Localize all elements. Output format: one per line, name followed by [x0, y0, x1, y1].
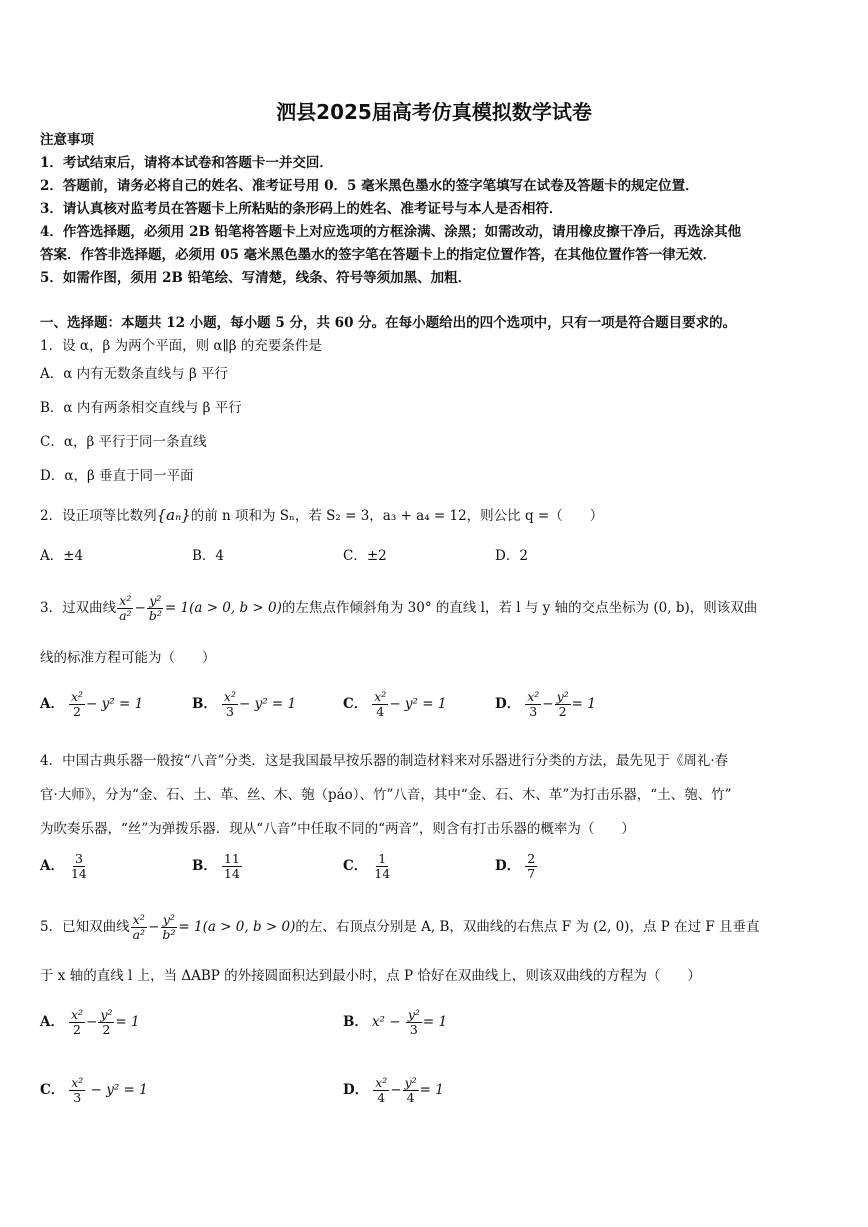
notice-item-4: 4．作答选择题，必须用 2B 铅笔将答题卡上对应选项的方框涂满、涂黑；如需改动，请用橡皮擦干净后，再选涂其他 — [40, 224, 742, 240]
q4-option-b-label: B． — [192, 858, 217, 874]
q3-stem-part2: 的左焦点作倾斜角为 30° 的直线 l，若 l 与 y 轴的交点坐标为 (0, b)，则该双曲 — [281, 600, 758, 616]
q3-stem-cont: 线的标准方程可能为（ ） — [40, 650, 216, 666]
q4-d-num: 2 — [527, 851, 536, 866]
q4-a-den: 14 — [70, 866, 87, 881]
q3-option-d-label: D． — [495, 696, 521, 712]
q2-option-d: D．2 — [495, 548, 528, 564]
notice-item-2: 2．答题前，请务必将自己的姓名、准考证号用 0．5 毫米黑色墨水的签字笔填写在试卷及答题卡的规定位置． — [40, 178, 699, 194]
q5-d-frac-x: $\frac{\text{x²}}{4}$ — [375, 1075, 388, 1105]
q2-option-a: A．±4 — [40, 548, 84, 564]
q4-d-frac — [525, 852, 537, 881]
q4-b-den: 14 — [223, 866, 240, 881]
q3-option-d-tail: = 1 — [571, 696, 596, 712]
q3-condition: = 1(a > 0, b > 0) — [164, 600, 282, 616]
q3-option-a-label: A． — [40, 696, 64, 712]
q1-stem: 1．设 α，β 为两个平面，则 α∥β 的充要条件是 — [40, 338, 322, 354]
q5-b-frac-y: $\frac{\text{y²}}{3}$ — [407, 1007, 420, 1037]
q1-option-b: B．α 内有两条相交直线与 β 平行 — [40, 400, 242, 416]
q4-stem-2: 官·大师》，分为“金、石、土、革、丝、木、匏（páo）、竹”八音，其中“金、石、木、革”为打击乐器，“土、匏、竹” — [40, 787, 732, 803]
q5-option-b-label: B． — [343, 1014, 368, 1030]
q4-stem-1: 4．中国古典乐器一般按“八音”分类．这是我国最早按乐器的制造材料来对乐器进行分类的方法，最先见于《周礼·春 — [40, 753, 729, 769]
q4-d-den: 7 — [527, 866, 536, 881]
q5-option-b: B． x² − $\frac{\text{y²}}{3}$ = 1 — [343, 1007, 448, 1037]
q4-option-a — [40, 852, 90, 881]
q4-a-num: 3 — [74, 851, 83, 866]
q5-b-eq: = 1 — [422, 1014, 448, 1030]
q4-option-c-label: C． — [343, 858, 368, 874]
notice-item-1: 1．考试结束后，请将本试卷和答题卡一并交回． — [40, 155, 333, 171]
section-heading: 一、选择题：本题共 12 小题，每小题 5 分，共 60 分。在每小题给出的四个选项中，只有一项是符合题目要求的。 — [40, 315, 737, 331]
q3-option-b — [192, 690, 296, 719]
notice-heading: 注意事项 — [40, 132, 94, 148]
q5-option-c-label: C． — [40, 1082, 65, 1098]
q5-stem-cont: 于 x 轴的直线 l 上，当 ΔABP 的外接圆面积达到最小时，点 P 恰好在双曲线上，则该双曲线的方程为（ ） — [40, 968, 701, 984]
q3-option-a-tail: − y² = 1 — [86, 696, 144, 712]
q5-option-a: A． $\frac{\text{x²}}{2}$ − $\frac{\text{y²}}{2}$ = 1 — [40, 1007, 140, 1037]
q3-a-frac: $\frac{\text{x²}}{2}$ — [70, 689, 84, 719]
q4-option-d-label: D． — [495, 858, 521, 874]
q2-stem-part2: 的前 n 项和为 Sₙ，若 S₂ = 3，a₃ + a₄ = 12，则公比 q =（ ） — [190, 508, 604, 524]
q4-option-c — [343, 852, 393, 881]
q5-c-frac-x: $\frac{\text{x²}}{3}$ — [71, 1075, 84, 1105]
q5-d-frac-y: $\frac{\text{y²}}{4}$ — [404, 1075, 417, 1105]
q2-option-c: C．±2 — [343, 548, 387, 564]
q3-option-d: D． $\frac{\text{x²}}{3}$ − $\frac{\text{y²}}{2}$ = 1 — [495, 689, 596, 719]
q3-option-c-label: C． — [343, 696, 368, 712]
q5-option-a-label: A． — [40, 1014, 64, 1030]
q4-b-frac — [222, 852, 242, 881]
q4-option-a-label: A． — [40, 858, 64, 874]
q4-option-b — [192, 852, 243, 881]
q5-option-d-label: D． — [343, 1082, 369, 1098]
q2-stem-part1: 2．设正项等比数列 — [40, 508, 157, 524]
q5-frac-x: $\frac{\text{x²}}{\text{a²}}$ — [132, 912, 146, 942]
q4-c-num: 1 — [378, 851, 387, 866]
q3-d-frac-x: $\frac{\text{x²}}{3}$ — [527, 689, 540, 719]
q4-c-den: 14 — [374, 866, 391, 881]
q2-sequence: {aₙ} — [156, 506, 191, 524]
q3-stem: 3．过双曲线 $\frac{\text{x²}}{\text{a²}}$ − $\frac{\text{y²}}{\text{b²}}$ = 1(a > 0, b > 0)的左焦点作倾斜角为 30° 的直线 l，若 l 与 y 轴的交点坐标为 (0, b)，则该双曲 — [40, 593, 758, 623]
q3-option-c — [343, 690, 446, 719]
q3-option-b-label: B． — [192, 696, 217, 712]
q4-a-frac — [69, 852, 89, 881]
q5-option-d: D． $\frac{\text{x²}}{4}$ − $\frac{\text{y²}}{4}$ = 1 — [343, 1075, 444, 1105]
q2-stem — [40, 505, 840, 526]
q1-option-c: C．α，β 平行于同一条直线 — [40, 434, 207, 450]
q3-option-c-tail: − y² = 1 — [389, 696, 447, 712]
q4-c-frac — [372, 852, 392, 881]
q3-frac-x: $\frac{\text{x²}}{\text{a²}}$ — [119, 593, 132, 623]
q3-frac-y: $\frac{\text{y²}}{\text{b²}}$ — [148, 593, 162, 623]
q5-a-frac-y: $\frac{\text{y²}}{2}$ — [100, 1007, 113, 1037]
q5-stem-part1: 5．已知双曲线 — [40, 919, 130, 935]
q4-b-num: 11 — [223, 851, 240, 866]
q3-b-frac: $\frac{\text{x²}}{3}$ — [223, 689, 236, 719]
q4-option-d — [495, 852, 538, 881]
q5-a-eq: = 1 — [115, 1014, 140, 1030]
q3-option-a — [40, 690, 143, 719]
q5-condition: = 1(a > 0, b > 0) — [178, 919, 296, 935]
q5-d-eq: = 1 — [419, 1082, 444, 1098]
notice-item-4-cont: 答案．作答非选择题，必须用 05 毫米黑色墨水的签字笔在答题卡上的指定位置作答，在其他位置作答一律无效． — [40, 247, 717, 263]
q5-c-eq: = 1 — [123, 1082, 148, 1098]
q3-c-frac: $\frac{\text{x²}}{4}$ — [374, 689, 387, 719]
q1-option-d: D．α，β 垂直于同一平面 — [40, 468, 194, 484]
q1-option-a: A．α 内有无数条直线与 β 平行 — [40, 366, 229, 382]
q5-a-frac-x: $\frac{\text{x²}}{2}$ — [70, 1007, 84, 1037]
q3-stem-part1: 3．过双曲线 — [40, 600, 117, 616]
q5-frac-y: $\frac{\text{y²}}{\text{b²}}$ — [162, 912, 176, 942]
q5-stem-part2: 的左、右顶点分别是 A, B，双曲线的右焦点 F 为 (2, 0)，点 P 在过 F 且垂直 — [295, 919, 760, 935]
page-title: 泗县2025届高考仿真模拟数学试卷 — [276, 100, 592, 124]
q4-stem-3: 为吹奏乐器，“丝”为弹拨乐器．现从“八音”中任取不同的“两音”，则含有打击乐器的概率为（ ） — [40, 821, 635, 837]
notice-item-5: 5．如需作图，须用 2B 铅笔绘、写清楚，线条、符号等须加黑、加粗． — [40, 270, 472, 286]
q5-stem: 5．已知双曲线 $\frac{\text{x²}}{\text{a²}}$ − $\frac{\text{y²}}{\text{b²}}$ = 1(a > 0, b > 0)的左、右顶点分别是 A, B，双曲线的右焦点 F 为 (2, 0)，点 P 在过 F 且垂直 — [40, 912, 760, 942]
notice-item-3: 3．请认真核对监考员在答题卡上所粘贴的条形码上的姓名、准考证号与本人是否相符． — [40, 201, 563, 217]
q3-option-b-tail: − y² = 1 — [238, 696, 297, 712]
q2-option-b: B．4 — [192, 548, 225, 564]
q3-d-frac-y: $\frac{\text{y²}}{2}$ — [556, 689, 569, 719]
q5-option-c: C． $\frac{\text{x²}}{3}$ − y² = 1 — [40, 1075, 148, 1105]
